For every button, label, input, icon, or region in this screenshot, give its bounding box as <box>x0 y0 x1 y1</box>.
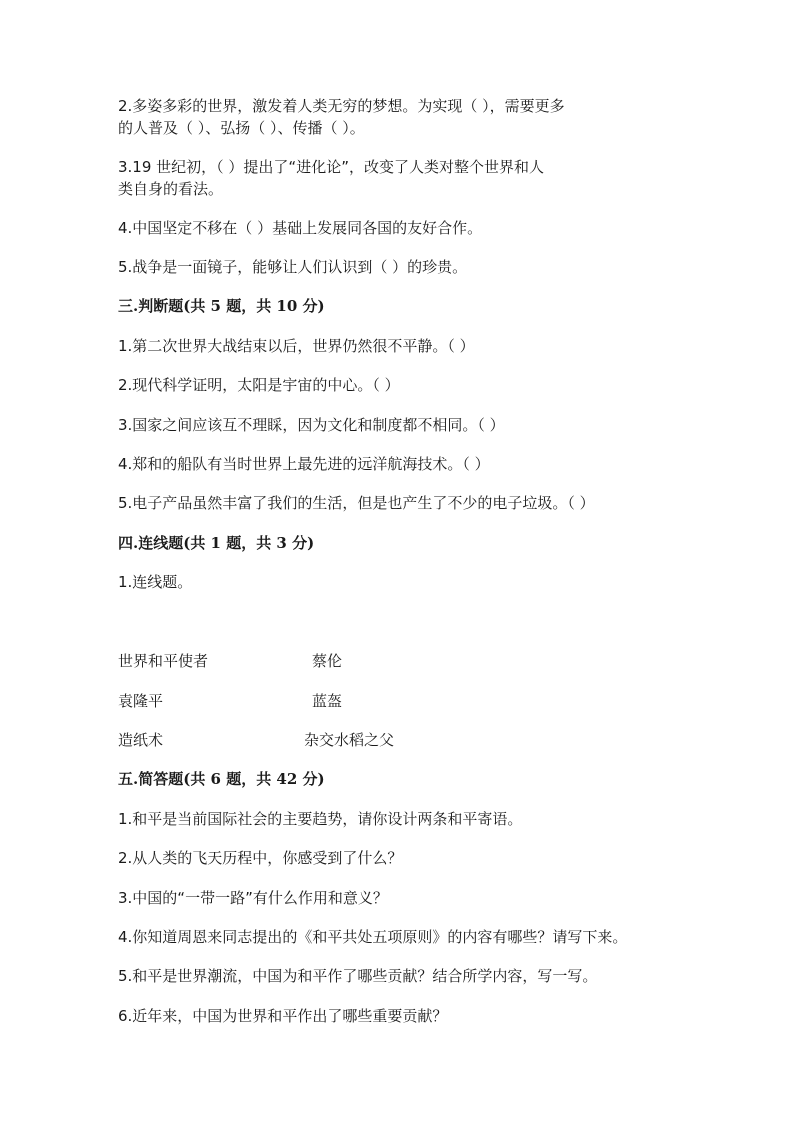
matching-right-3: 杂交水稻之父 <box>304 731 395 749</box>
short-answer-item-1: 1.和平是当前国际社会的主要趋势，请你设计两条和平寄语。 <box>118 810 523 828</box>
section5-heading: 五.简答题(共 6 题，共 42 分) <box>118 770 325 788</box>
short-answer-item-6: 6.近年来，中国为世界和平作出了哪些重要贡献？ <box>118 1007 448 1025</box>
fill-blank-q2-line1: 2.多姿多彩的世界，激发着人类无穷的梦想。为实现（ ），需要更多 <box>118 97 565 115</box>
short-answer-item-4: 4.你知道周恩来同志提出的《和平共处五项原则》的内容有哪些？请写下来。 <box>118 928 628 946</box>
fill-blank-q3-line1: 3.19 世纪初，（ ）提出了“进化论”，改变了人类对整个世界和人 <box>118 158 544 176</box>
judge-item-3: 3.国家之间应该互不理睬，因为文化和制度都不相同。（ ） <box>118 416 505 434</box>
section4-heading: 四.连线题(共 1 题，共 3 分) <box>118 534 315 552</box>
matching-left-3: 造纸术 <box>118 731 164 749</box>
fill-blank-q2-line2: 的人普及（ ）、弘扬（ ）、传播（ ）。 <box>118 119 365 137</box>
short-answer-item-3: 3.中国的“一带一路”有什么作用和意义？ <box>118 889 388 907</box>
section3-heading: 三.判断题(共 5 题，共 10 分) <box>118 297 325 315</box>
fill-blank-q4: 4.中国坚定不移在（ ）基础上发展同各国的友好合作。 <box>118 219 483 237</box>
matching-question: 1.连线题。 <box>118 573 193 591</box>
judge-item-4: 4.郑和的船队有当时世界上最先进的远洋航海技术。（ ） <box>118 455 490 473</box>
short-answer-item-5: 5.和平是世界潮流，中国为和平作了哪些贡献？结合所学内容，写一写。 <box>118 967 598 985</box>
matching-left-1: 世界和平使者 <box>118 652 209 670</box>
judge-item-2: 2.现代科学证明，太阳是宇宙的中心。（ ） <box>118 376 400 394</box>
matching-left-2: 袁隆平 <box>118 692 164 710</box>
short-answer-item-2: 2.从人类的飞天历程中，你感受到了什么？ <box>118 849 403 867</box>
fill-blank-q5: 5.战争是一面镜子，能够让人们认识到（ ）的珍贵。 <box>118 258 468 276</box>
judge-item-1: 1.第二次世界大战结束以后，世界仍然很不平静。（ ） <box>118 337 475 355</box>
matching-right-1: 蔡伦 <box>312 652 343 670</box>
judge-item-5: 5.电子产品虽然丰富了我们的生活，但是也产生了不少的电子垃圾。（ ） <box>118 494 595 512</box>
matching-right-2: 蓝盔 <box>312 692 343 710</box>
fill-blank-q3-line2: 类自身的看法。 <box>118 180 224 198</box>
